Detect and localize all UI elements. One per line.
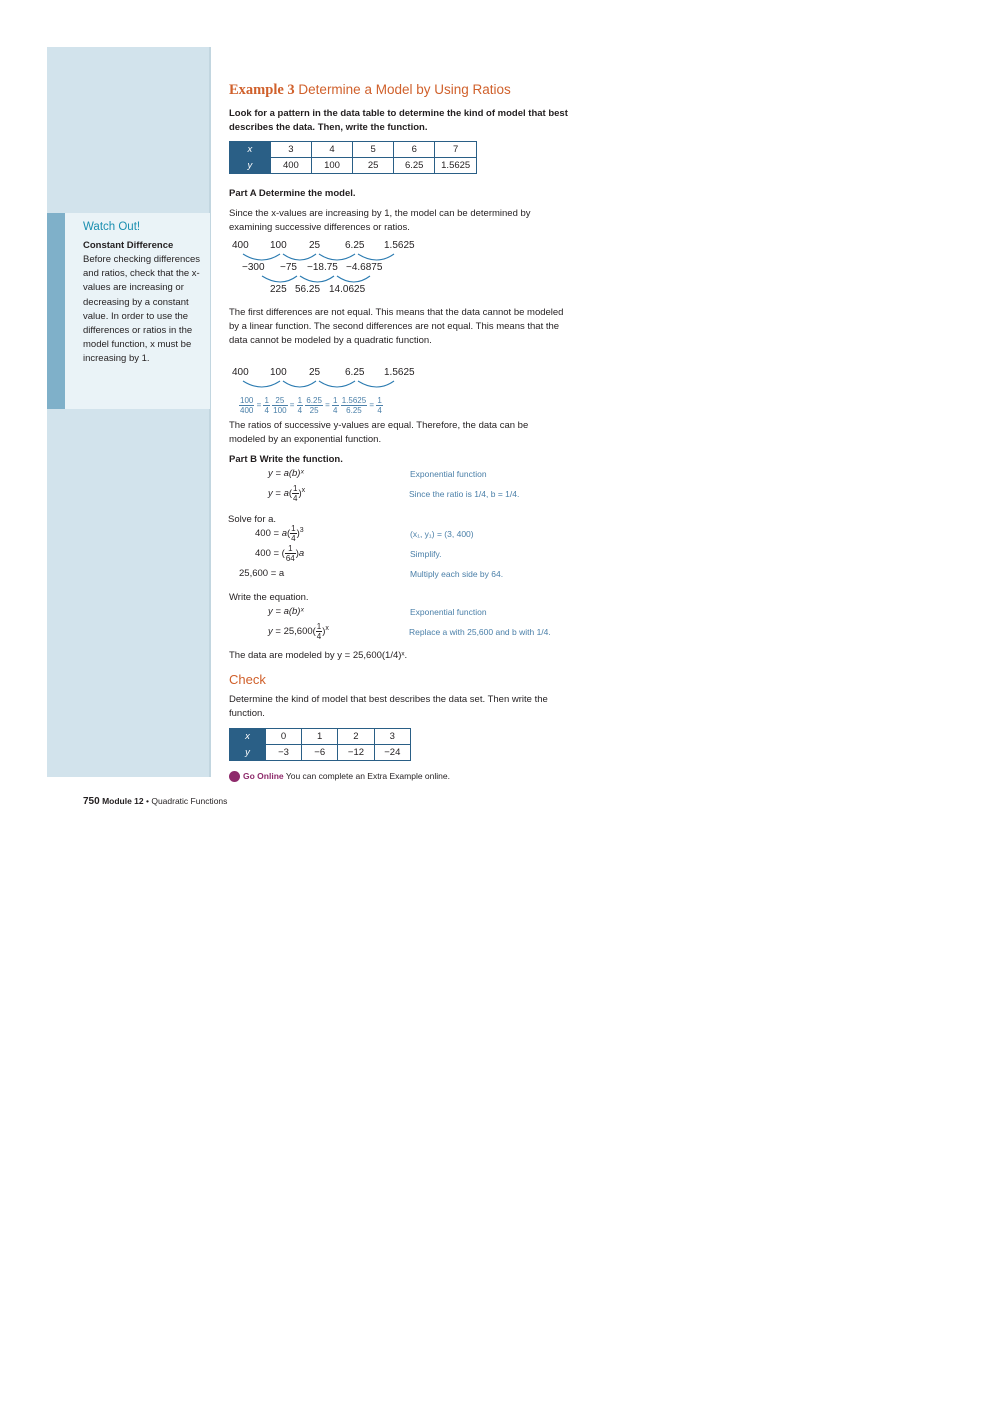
table-cell: 7 bbox=[435, 142, 477, 158]
table-cell: 3 bbox=[374, 729, 410, 745]
table-cell: 1 bbox=[302, 729, 338, 745]
equation-general: y = a(b)ˣ bbox=[268, 468, 304, 479]
table-header-x: x bbox=[230, 729, 266, 745]
ratio-fraction: $\frac{100}{400}$ bbox=[240, 396, 254, 415]
second-diff-3: 14.0625 bbox=[329, 284, 366, 295]
first-diff-2: −75 bbox=[280, 262, 297, 273]
value-400: 400 bbox=[232, 240, 249, 251]
check-table bbox=[229, 728, 411, 761]
watch-out-heading: Constant Difference bbox=[83, 240, 174, 251]
ratio-value-25: 25 bbox=[309, 367, 321, 378]
page-footer: 750 Module 12 • Quadratic Functions bbox=[83, 796, 228, 807]
part-b-title: Part B Write the function. bbox=[229, 454, 343, 465]
ratio-value-1-5625: 1.5625 bbox=[384, 367, 415, 378]
note-multiply: Multiply each side by 64. bbox=[410, 569, 504, 579]
table-cell: 1.5625 bbox=[435, 158, 477, 174]
solve-label: Solve for a. bbox=[228, 514, 277, 525]
table-cell: 3 bbox=[270, 142, 311, 158]
ratio-row: $\frac{100}{400}$ = $\frac{1}{4}$ $\frac{25}{100}$ = $\frac{1}{4}$ $\frac{6.25}{25}$ = $\frac{1}{4}$ $\frac{1.5625}{6.25}$ = $\frac{1}{4}$ bbox=[240, 396, 382, 415]
ratio-result: $\frac{1}{4}$ bbox=[333, 396, 338, 415]
table-row bbox=[230, 745, 411, 761]
table-cell: 25 bbox=[353, 158, 394, 174]
ratio-fraction: $\frac{1.5625}{6.25}$ bbox=[341, 396, 367, 415]
table-cell: −24 bbox=[374, 745, 410, 761]
table-header-x: x bbox=[230, 142, 271, 158]
table-cell: 100 bbox=[311, 158, 352, 174]
example-heading: Determine a Model by Using Ratios bbox=[298, 82, 511, 97]
value-25: 25 bbox=[309, 240, 321, 251]
equation-with-b: y = a( $\frac{1}{4}$ )$^x$ bbox=[268, 484, 306, 503]
second-diff-2: 56.25 bbox=[295, 284, 321, 295]
ratio-result: $\frac{1}{4}$ bbox=[377, 396, 382, 415]
model-conclusion: The data are modeled by y = 25,600(1/4)ˣ. bbox=[229, 650, 408, 661]
check-title: Check bbox=[229, 672, 266, 687]
value-6-25: 6.25 bbox=[345, 240, 365, 251]
table-cell: −6 bbox=[302, 745, 338, 761]
table-cell: 400 bbox=[270, 158, 311, 174]
table-cell: 4 bbox=[311, 142, 352, 158]
equation-general-2: y = a(b)ˣ bbox=[268, 606, 304, 617]
note-simplify: Simplify. bbox=[410, 549, 442, 559]
table-cell: 6.25 bbox=[394, 158, 435, 174]
page-number: 750 bbox=[83, 796, 100, 807]
first-diff-1: −300 bbox=[242, 262, 265, 273]
solve-step-1: 400 = a( $\frac{1}{4}$ )$^3$ bbox=[255, 524, 304, 543]
solve-step-2: 400 = ( $\frac{1}{64}$ )a bbox=[255, 544, 305, 563]
check-text: Determine the kind of model that best describes the data set. Then write the function. bbox=[229, 694, 548, 720]
value-100: 100 bbox=[270, 240, 287, 251]
solve-step-3: 25,600 = a bbox=[239, 568, 285, 579]
note-exponential-function-2: Exponential function bbox=[410, 607, 487, 617]
write-label: Write the equation. bbox=[229, 592, 309, 603]
go-online-icon bbox=[229, 771, 240, 782]
example-intro: Look for a pattern in the data table to determine the kind of model that best describes the data. Then, write the function. bbox=[229, 108, 568, 133]
footer-topic: Quadratic Functions bbox=[151, 796, 228, 806]
part-a-title: Part A Determine the model. bbox=[229, 188, 356, 199]
table-cell: −12 bbox=[338, 745, 374, 761]
ratio-result: $\frac{1}{4}$ bbox=[264, 396, 269, 415]
note-ratio: Since the ratio is 1/4, b = 1/4. bbox=[409, 489, 520, 499]
ratio-value-100: 100 bbox=[270, 367, 287, 378]
table-row bbox=[230, 729, 411, 745]
note-replace: Replace a with 25,600 and b with 1/4. bbox=[409, 627, 551, 637]
watch-out-title: Watch Out! bbox=[83, 221, 141, 233]
ratio-value-6-25: 6.25 bbox=[345, 367, 365, 378]
example-label: Example 3 bbox=[229, 82, 295, 98]
watch-out-body: Before checking differences and ratios, check that the x-values are increasing or decreasing by a constant value. In order to use the differences or ratios in the model function, x must be increasing by 1. bbox=[83, 254, 201, 365]
table-header-y: y bbox=[230, 745, 266, 761]
table-cell: −3 bbox=[265, 745, 301, 761]
ratio-fraction: $\frac{25}{100}$ bbox=[273, 396, 287, 415]
note-exponential-function: Exponential function bbox=[410, 469, 487, 479]
part-a-text: Since the x-values are increasing by 1, the model can be determined by examining successive differences or ratios. bbox=[229, 208, 531, 234]
ratio-fraction: $\frac{6.25}{25}$ bbox=[306, 396, 322, 415]
first-diff-4: −4.6875 bbox=[346, 262, 383, 273]
value-1-5625: 1.5625 bbox=[384, 240, 415, 251]
table-cell: 6 bbox=[394, 142, 435, 158]
table-cell: 5 bbox=[353, 142, 394, 158]
equation-final: y = 25,600( $\frac{1}{4}$ )$^x$ bbox=[268, 622, 329, 641]
go-online-label[interactable]: Go Online bbox=[243, 771, 284, 781]
first-diff-3: −18.75 bbox=[307, 262, 338, 273]
table-header-y: y bbox=[230, 158, 271, 174]
ratio-conclusion: The ratios of successive y-values are equal. Therefore, the data can be modeled by an exponential function. bbox=[229, 420, 529, 446]
second-diff-1: 225 bbox=[270, 284, 287, 295]
note-point: (x₁, y₁) = (3, 400) bbox=[410, 529, 474, 539]
go-online-text: You can complete an Extra Example online. bbox=[285, 771, 450, 781]
ratio-result: $\frac{1}{4}$ bbox=[297, 396, 303, 415]
difference-conclusion: The first differences are not equal. This means that the data cannot be modeled by a linear function. The second differences are not equal. This means that the data cannot be modeled by a quadratic function. bbox=[229, 307, 564, 347]
table-cell: 0 bbox=[265, 729, 301, 745]
go-online-note[interactable] bbox=[229, 771, 450, 782]
ratio-value-400: 400 bbox=[232, 367, 249, 378]
table-cell: 2 bbox=[338, 729, 374, 745]
footer-module: Module 12 bbox=[102, 796, 144, 806]
